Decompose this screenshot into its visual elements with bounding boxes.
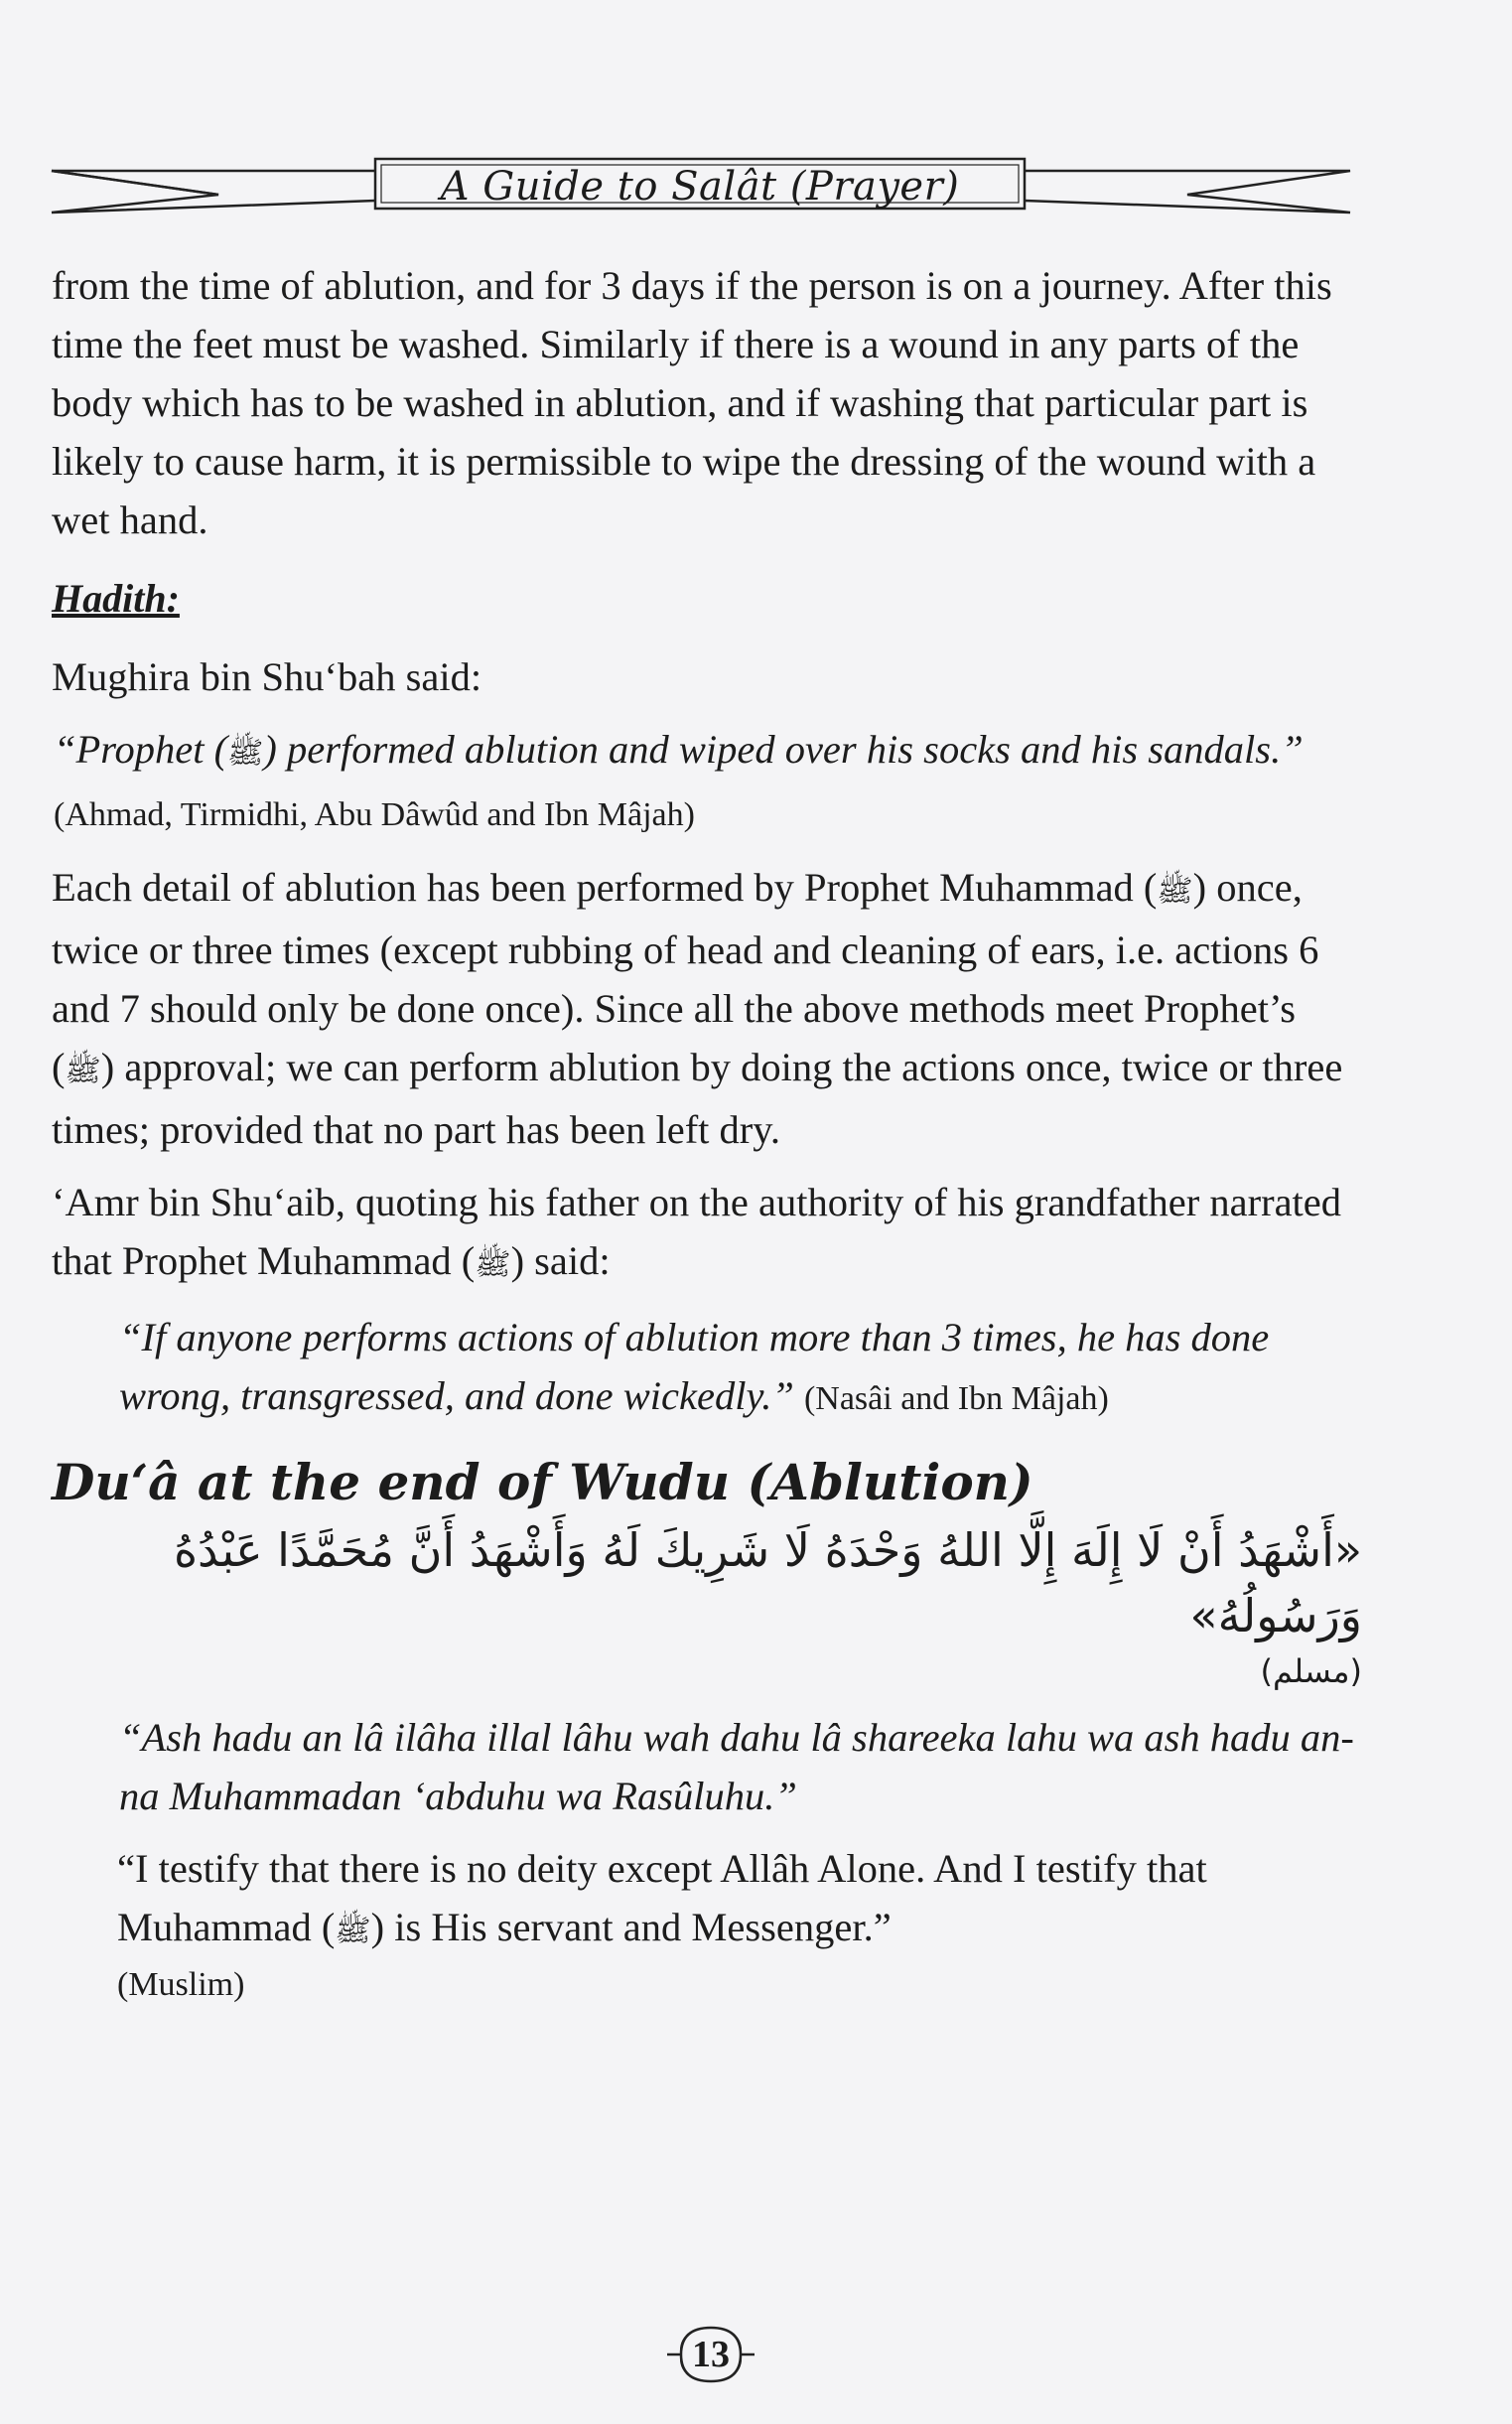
para2-part-b: ) once, twice or three times (except rubbing of head and cleaning of ears, i.e. actions 6 and 7 should only be done once). Since all the above methods meet Prophet’s (: [52, 865, 1319, 1089]
translation-part-a: “I testify that there is no deity except Allâh Alone. And I testify that Muhammad (: [117, 1846, 1207, 1949]
quote1-part-a: “Prophet (: [54, 727, 228, 772]
quote2-text: “If anyone performs actions of ablution more than 3 times, he has done wrong, transgressed, and done wickedly.”: [119, 1315, 1270, 1418]
quote1-part-b: ) performed ablution and wiped over his socks and his sandals.”: [263, 727, 1304, 772]
hadith-heading: Hadith:: [52, 576, 180, 621]
hadith-quote-socks: [54, 720, 1362, 844]
paragraph-ablution-details: [52, 858, 1362, 1159]
arabic-dua-text: «أَشْهَدُ أَنْ لَا إِلَهَ إِلَّا اللهُ وَحْدَهُ لَا شَرِيكَ لَهُ وَأَشْهَدُ أَنَّ مُحَمَّدًا عَبْدُهُ وَرَسُولُهُ»: [173, 1523, 1362, 1642]
page-number: [659, 2320, 762, 2389]
header-title: A Guide to Salât (Prayer): [440, 164, 960, 210]
para3-part-a: ‘Amr bin Shu‘aib, quoting his father on the authority of his grandfather narrated that Prophet Muhammad (: [52, 1180, 1342, 1283]
paragraph-ablution-duration: from the time of ablution, and for 3 days if the person is on a journey. After this time the feet must be washed. Similarly if there is a wound in any parts of the body which has to be washed in ablution, and if washing that particular part is likely to cause harm, it is permissible to wipe the dressing of the wound with a wet hand.: [52, 263, 1332, 542]
paragraph-amr-narration: [52, 1173, 1362, 1294]
salutation-symbol: ﷺ: [335, 1914, 371, 1948]
transliteration: [54, 1708, 1362, 1825]
salutation-symbol: ﷺ: [65, 1054, 101, 1088]
page-body: [52, 256, 1362, 2010]
hadith-quote-excess: [54, 1308, 1362, 1428]
salutation-symbol: ﷺ: [475, 1247, 511, 1282]
translation-source: (Muslim): [117, 1966, 245, 2003]
translation: [52, 1839, 1362, 1960]
para2-part-c: ) approval; we can perform ablution by doing the actions once, twice or three times; provided that no part has been left dry.: [52, 1045, 1343, 1152]
page-number-text: 13: [692, 2334, 730, 2375]
quote2-source: (Nasâi and Ibn Mâjah): [803, 1380, 1109, 1417]
transliteration-text: “Ash hadu an lâ ilâha illal lâhu wah dahu lâ shareeka lahu wa ash hadu an-na Muhammadan ‘abduhu wa Rasûluhu.”: [119, 1715, 1354, 1818]
running-header: [0, 149, 1512, 218]
mughira-line: Mughira bin Shu‘bah said:: [52, 654, 482, 699]
para2-part-a: Each detail of ablution has been performed by Prophet Muhammad (: [52, 865, 1158, 910]
section-title-dua: Du‘â at the end of Wudu (Ablution): [52, 1453, 1033, 1511]
salutation-symbol: ﷺ: [227, 736, 264, 771]
quote1-source: (Ahmad, Tirmidhi, Abu Dâwûd and Ibn Mâjah): [54, 796, 695, 833]
salutation-symbol: ﷺ: [1157, 874, 1193, 909]
arabic-source: (مسلم): [1260, 1652, 1362, 1690]
translation-part-b: ) is His servant and Messenger.”: [370, 1905, 892, 1949]
para3-part-b: ) said:: [510, 1238, 611, 1283]
